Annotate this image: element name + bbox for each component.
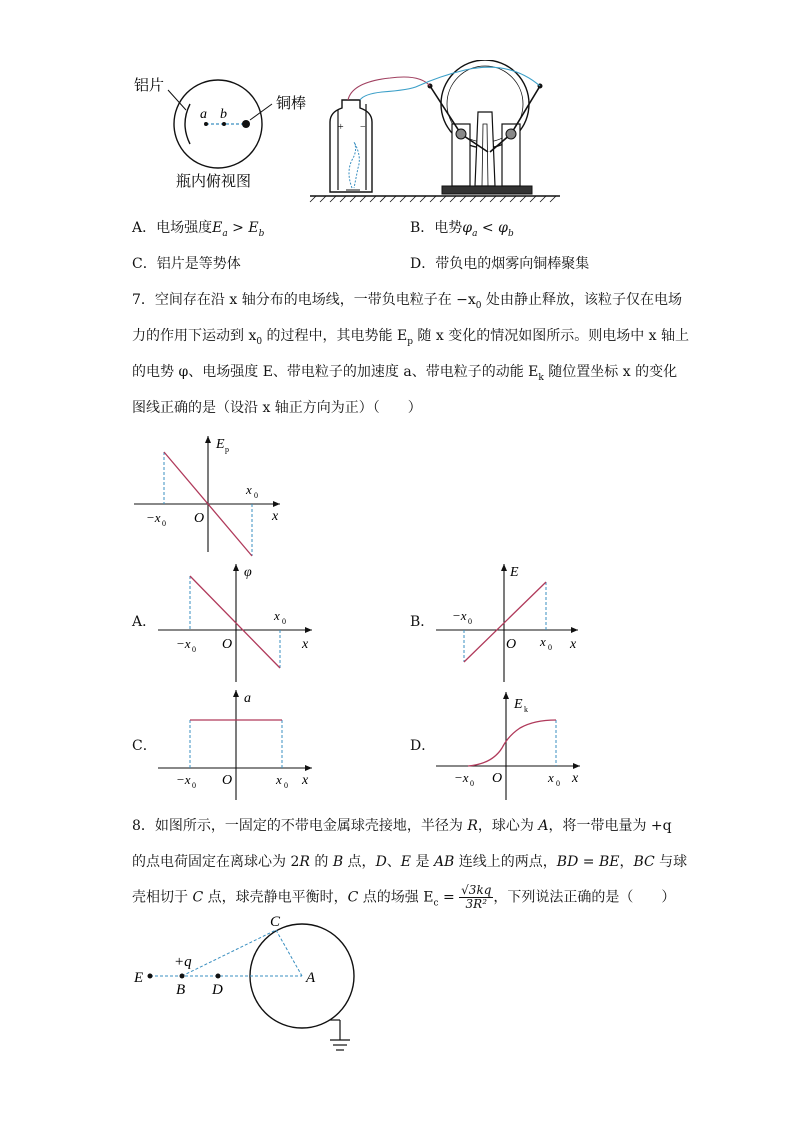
svg-text:x: x (572, 771, 579, 786)
q6-option-b[interactable]: B．电势$\varphi_a < \varphi_b$ (410, 220, 514, 239)
svg-text:x: x (548, 770, 554, 785)
svg-text:x: x (274, 608, 280, 623)
smoke-flame (349, 142, 359, 188)
svg-text:x: x (302, 637, 309, 652)
ep-pos-x0: x (246, 482, 252, 497)
q7-line-1: 7．空间存在沿 x 轴分布的电场线，一带负电粒子在 $-x_0$ 处由静止释放，该粒子仅在电场 (132, 292, 682, 311)
point-d (216, 974, 221, 979)
red-wire (348, 77, 430, 100)
svg-text:O: O (492, 771, 503, 786)
bottle-top-view (134, 76, 306, 190)
q7-line-2: 力的作用下运动到 $x_0$ 的过程中，其电势能 $E_p$ 随 x 变化的情况如图所示。则电场中 x 轴上 (132, 328, 690, 347)
apparatus (310, 60, 560, 202)
plus-sign: + (338, 122, 344, 133)
svg-text:k: k (524, 705, 528, 714)
graph-c-a[interactable] (152, 686, 322, 806)
ep-ylabel: E (216, 437, 225, 452)
graph-b-e[interactable] (430, 560, 590, 690)
label-e: E (134, 970, 144, 986)
label-a: A (306, 970, 316, 986)
ep-origin: O (194, 511, 205, 526)
graph-a-phi[interactable] (152, 560, 322, 690)
svg-text:0: 0 (548, 643, 552, 652)
q8-line-2: 的点电荷固定在离球心为 2R 的 B 点，D、E 是 AB 连线上的两点，BD = BE，BC 与球 (132, 854, 688, 870)
q7-option-d-letter[interactable]: D． (410, 738, 436, 754)
q8-line-3: 壳相切于 C 点，球壳静电平衡时，C 点的场强 $E_c$ = $\frac{√3kq}{\text{3R²}}$ ，下列说法正确的是（ ） (132, 883, 676, 911)
e-curve (464, 582, 546, 662)
b-label: b (220, 107, 227, 122)
ca-line (276, 930, 302, 976)
svg-text:0: 0 (556, 779, 560, 788)
machine-stand (475, 112, 495, 186)
q6-option-c[interactable]: C．铝片是等势体 (132, 256, 241, 272)
q7-option-c-letter[interactable]: C． (132, 738, 157, 754)
phi-curve (190, 576, 280, 668)
q6-option-a[interactable]: A．电场强度$E_a > E_b$ (132, 220, 265, 239)
svg-text:0: 0 (192, 645, 196, 654)
blue-wire (360, 67, 540, 100)
a-label: a (200, 107, 207, 122)
graph-d-ek[interactable] (430, 688, 590, 806)
svg-text:−x: −x (452, 608, 467, 623)
svg-text:0: 0 (284, 781, 288, 790)
ek-curve (468, 720, 556, 766)
svg-text:0: 0 (470, 779, 474, 788)
svg-text:−x: −x (454, 770, 469, 785)
q7-line-3: 的电势 φ、电场强度 E、带电粒子的加速度 a、带电粒子的动能 $E_k$ 随位置坐标 x 的变化 (132, 364, 678, 383)
svg-text:0: 0 (282, 617, 286, 626)
a-ylabel: φ (244, 565, 252, 580)
ep-ysub: p (225, 445, 229, 454)
label-d: D (212, 982, 223, 998)
ep-neg-x0: −x (146, 510, 161, 525)
svg-text:x: x (276, 772, 282, 787)
q7-line-4: 图线正确的是（设沿 x 轴正方向为正）（ ） (132, 400, 422, 416)
machine-base (442, 186, 532, 194)
q8-figure (130, 912, 370, 1062)
right-electrode-arm (511, 86, 540, 134)
svg-text:0: 0 (162, 519, 166, 528)
svg-text:0: 0 (254, 491, 258, 500)
point-b (222, 122, 226, 126)
left-electrode-arm (430, 86, 461, 134)
svg-text:−x: −x (176, 636, 191, 651)
cu-label: 铜棒 (276, 96, 307, 112)
ep-xlabel: x (272, 509, 279, 524)
ec-fraction: $\frac{√3kq}{\text{3R²}}$ (461, 883, 492, 911)
svg-text:x: x (540, 634, 546, 649)
point-b (180, 974, 185, 979)
svg-text:a: a (244, 691, 251, 706)
svg-text:O: O (222, 637, 233, 652)
bc-line (182, 930, 276, 976)
q8-line-1: 8．如图所示，一固定的不带电金属球壳接地，半径为 R，球心为 A，将一带电量为 +q (132, 818, 672, 834)
q6-option-d[interactable]: D．带负电的烟雾向铜棒聚集 (410, 256, 590, 272)
svg-text:0: 0 (468, 617, 472, 626)
copper-rod-dot (242, 120, 250, 128)
svg-text:O: O (222, 773, 233, 788)
caption-label: 瓶内俯视图 (176, 174, 252, 190)
svg-text:E: E (514, 697, 523, 712)
top-figure (120, 60, 560, 210)
svg-text:x: x (302, 773, 309, 788)
ep-graph (130, 432, 290, 562)
label-plus-q: +q (174, 954, 192, 970)
al-label: 铝片 (134, 78, 165, 94)
left-knob (456, 129, 466, 139)
minus-sign: − (360, 122, 366, 133)
svg-text:−x: −x (176, 772, 191, 787)
right-knob (506, 129, 516, 139)
label-b: B (176, 982, 186, 998)
svg-text:O: O (506, 637, 517, 652)
point-a (204, 122, 208, 126)
point-e (148, 974, 153, 979)
label-c: C (270, 914, 281, 930)
svg-text:0: 0 (192, 781, 196, 790)
svg-text:x: x (570, 637, 577, 652)
q7-option-b-letter[interactable]: B． (410, 614, 435, 630)
svg-text:E: E (510, 565, 519, 580)
q7-option-a-letter[interactable]: A． (132, 614, 157, 630)
